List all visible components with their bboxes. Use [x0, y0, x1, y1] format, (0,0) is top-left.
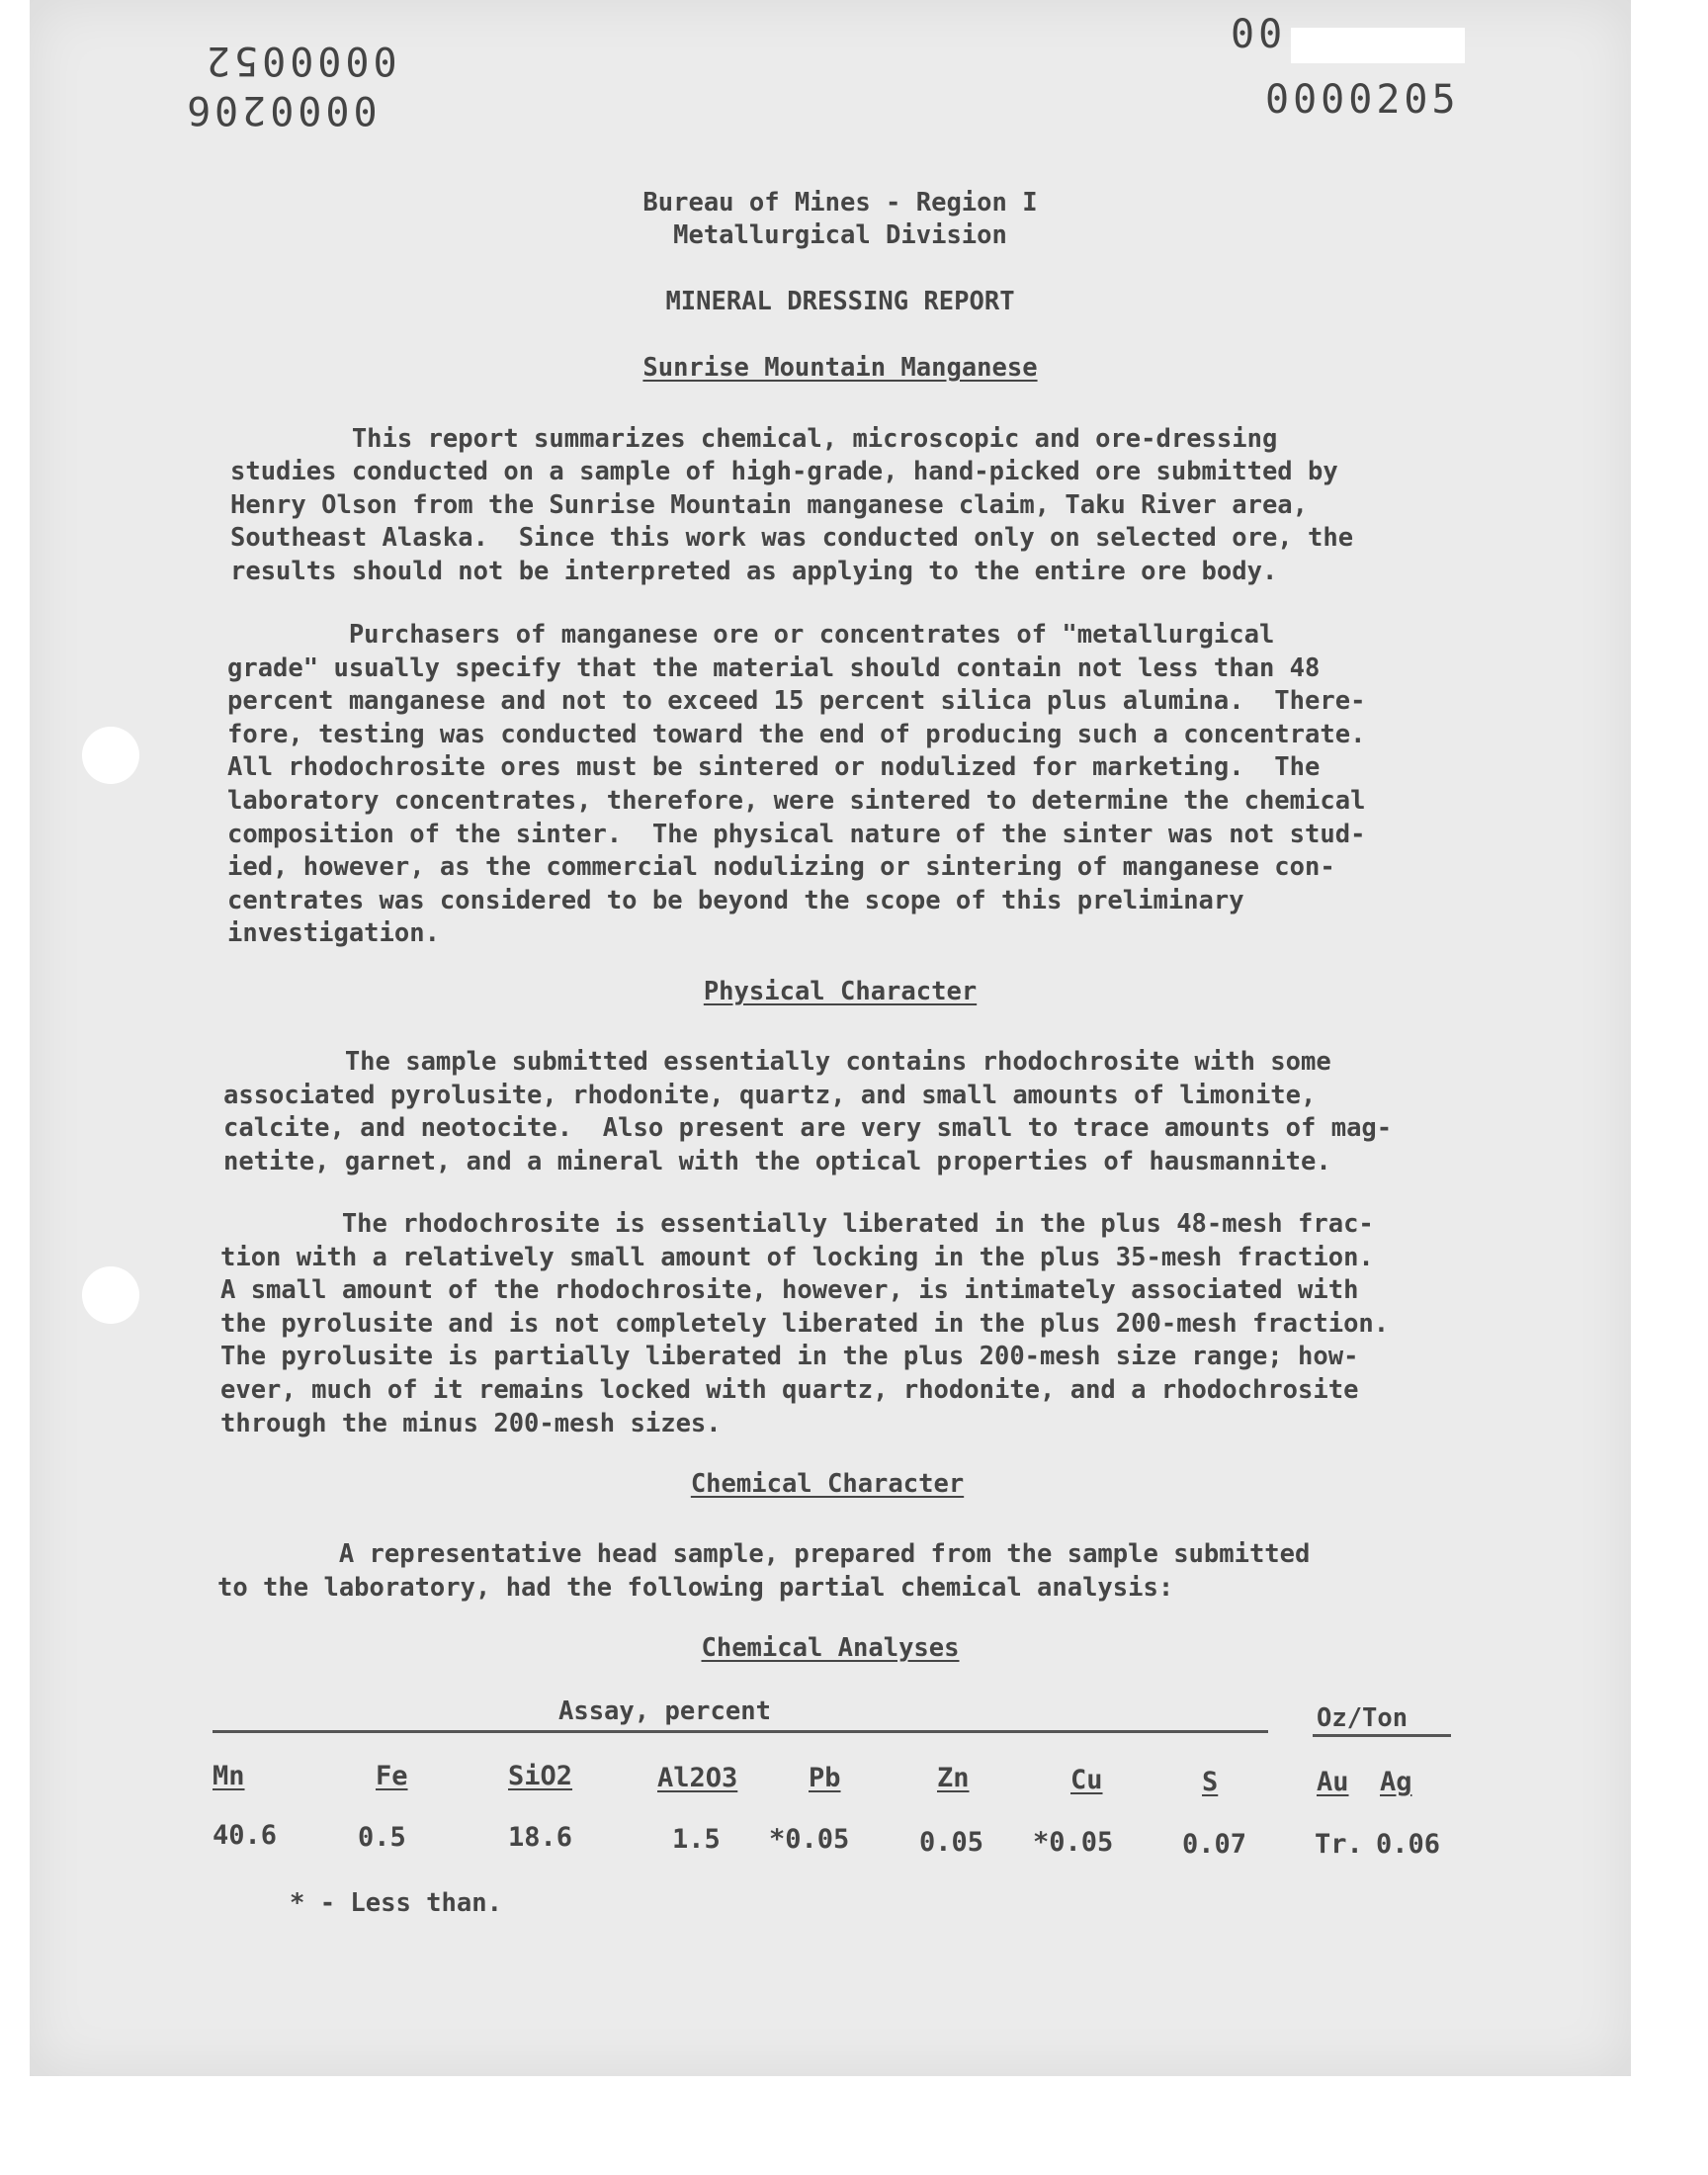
column-header-s: S	[1202, 1767, 1219, 1797]
text-line: The rhodochrosite is essentially liberated in the plus 48-mesh frac-	[220, 1209, 1374, 1239]
column-header-fe: Fe	[376, 1761, 408, 1791]
text-line: This report summarizes chemical, microscopic and ore-dressing	[230, 424, 1278, 454]
text-line: centrates was considered to be beyond the scope of this preliminary	[227, 886, 1244, 915]
column-header-al2o3: Al2O3	[657, 1763, 738, 1793]
text-line: results should not be interpreted as applying to the entire ore body.	[230, 557, 1278, 586]
text-line: netite, garnet, and a mineral with the optical properties of hausmannite.	[223, 1147, 1331, 1176]
text-line: percent manganese and not to exceed 15 percent silica plus alumina. There-	[227, 686, 1366, 716]
text-line: through the minus 200-mesh sizes.	[220, 1409, 722, 1438]
value-al2o3: 1.5	[672, 1824, 721, 1855]
bates-stamp-inverted-1: 0000052	[203, 38, 397, 83]
text-line: The pyrolusite is partially liberated in the plus 200-mesh size range; how-	[220, 1342, 1359, 1371]
bates-stamp-inverted-2: 0000206	[183, 87, 378, 132]
column-header-cu: Cu	[1070, 1765, 1103, 1795]
value-sio2: 18.6	[508, 1822, 573, 1853]
text-line: ever, much of it remains locked with quartz, rhodonite, and a rhodochrosite	[220, 1375, 1359, 1405]
text-line: ied, however, as the commercial nodulizing or sintering of manganese con-	[227, 852, 1335, 882]
text-line: All rhodochrosite ores must be sintered or nodulized for marketing. The	[227, 752, 1321, 782]
text-line: laboratory concentrates, therefore, were sintered to determine the chemical	[227, 786, 1366, 816]
text-line: Purchasers of manganese ore or concentrates of "metallurgical	[227, 620, 1275, 650]
value-au: Tr.	[1315, 1829, 1363, 1860]
redaction-box	[1291, 28, 1465, 63]
text-line: tion with a relatively small amount of locking in the plus 35-mesh fraction.	[220, 1243, 1374, 1272]
text-line: A representative head sample, prepared from the sample submitted	[217, 1539, 1311, 1569]
column-header-mn: Mn	[213, 1761, 245, 1791]
punch-hole-bottom	[82, 1266, 139, 1324]
text-line: Henry Olson from the Sunrise Mountain manganese claim, Taku River area,	[230, 490, 1309, 520]
value-fe: 0.5	[358, 1822, 406, 1853]
bates-stamp-number: 0000205	[1265, 77, 1460, 123]
group-rule-oz-ton	[1313, 1734, 1451, 1737]
text-line: A small amount of the rhodochrosite, however, is intimately associated with	[220, 1275, 1359, 1305]
text-line: composition of the sinter. The physical nature of the sinter was not stud-	[227, 820, 1366, 849]
text-line: the pyrolusite and is not completely liberated in the plus 200-mesh fraction.	[220, 1309, 1390, 1339]
text-line: fore, testing was conducted toward the end of producing such a concentrate.	[227, 720, 1366, 749]
report-title: MINERAL DRESSING REPORT	[665, 287, 1015, 316]
text-line: The sample submitted essentially contains rhodochrosite with some	[223, 1047, 1331, 1077]
text-line: to the laboratory, had the following partial chemical analysis:	[217, 1573, 1174, 1603]
punch-hole-top	[82, 727, 139, 784]
agency-line: Bureau of Mines - Region I	[642, 188, 1038, 218]
column-header-ag: Ag	[1380, 1767, 1412, 1797]
physical-character-heading: Physical Character	[703, 977, 978, 1006]
division-line: Metallurgical Division	[673, 220, 1007, 250]
column-header-zn: Zn	[937, 1763, 970, 1793]
text-line: associated pyrolusite, rhodonite, quartz, and small amounts of limonite,	[223, 1081, 1317, 1110]
group-header-oz-ton: Oz/Ton	[1317, 1703, 1409, 1733]
text-line: calcite, and neotocite. Also present are very small to trace amounts of mag-	[223, 1113, 1393, 1143]
text-line: Southeast Alaska. Since this work was conducted only on selected ore, the	[230, 523, 1354, 553]
bates-stamp-partial: 00	[1231, 12, 1287, 57]
value-s: 0.07	[1182, 1829, 1247, 1860]
value-pb: *0.05	[769, 1824, 850, 1855]
column-header-au: Au	[1317, 1767, 1349, 1797]
value-cu: *0.05	[1033, 1827, 1114, 1858]
column-header-sio2: SiO2	[508, 1761, 573, 1791]
column-header-pb: Pb	[809, 1763, 841, 1793]
value-zn: 0.05	[919, 1827, 984, 1858]
text-line: grade" usually specify that the material should contain not less than 48	[227, 653, 1321, 683]
chemical-character-heading: Chemical Character	[690, 1469, 965, 1499]
table-footnote: * - Less than.	[290, 1888, 502, 1918]
group-rule-assay	[213, 1730, 1268, 1733]
text-line: studies conducted on a sample of high-grade, hand-picked ore submitted by	[230, 457, 1338, 486]
value-ag: 0.06	[1376, 1829, 1441, 1860]
report-subject: Sunrise Mountain Manganese	[642, 353, 1038, 383]
text-line: investigation.	[227, 918, 440, 948]
group-header-assay: Assay, percent	[558, 1696, 771, 1726]
table-title: Chemical Analyses	[701, 1633, 960, 1663]
value-mn: 40.6	[213, 1820, 278, 1851]
